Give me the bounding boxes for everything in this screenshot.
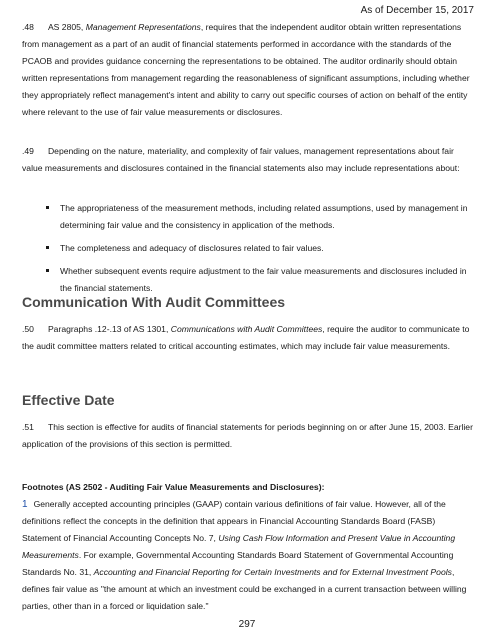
paragraph-number: .50	[22, 324, 34, 334]
paragraph-49: .49 Depending on the nature, materiality, and complexity of fair values, management representations about fair value measurements and disclosures contained in the financial statements also may include representations about:	[22, 146, 460, 173]
bullet-icon	[46, 269, 49, 272]
paragraph-number: .48	[22, 22, 34, 32]
list-item: Whether subsequent events require adjustment to the fair value measurements and disclosures included in the financial statements.	[22, 263, 476, 297]
representations-list	[22, 200, 476, 303]
paragraph-51: .51 This section is effective for audits of financial statements for periods beginning on or after June 15, 2003. Earlier application of the provisions of this section is permitted.	[22, 422, 473, 449]
footnotes-title: Footnotes (AS 2502 - Auditing Fair Value Measurements and Disclosures):	[22, 482, 325, 492]
paragraph-50: .50 Paragraphs .12-.13 of AS 1301, Communications with Audit Committees, require the auditor to communicate to the audit committee matters related to critical accounting estimates, which may include fair value measurements.	[22, 324, 470, 351]
bullet-icon	[46, 246, 49, 249]
paragraph-number: .51	[22, 422, 34, 432]
paragraph-number: .49	[22, 146, 34, 156]
list-item: The appropriateness of the measurement methods, including related assumptions, used by management in determining fair value and the consistency in application of the methods.	[22, 200, 476, 234]
section-heading: Effective Date	[22, 392, 115, 408]
footnote-1: 1 Generally accepted accounting principles (GAAP) contain various definitions of fair value. However, all of the definitions reflect the concepts in the definition that appears in Financial Accounting Standards Board (FASB) Statement of Financial Accounting Concepts No. 7, Using Cash Flow Information and Present Value in Accounting Measurements. For example, Governmental Accounting Standards Board Statement of Governmental Accounting Standards No. 31, Accounting and Financial Reporting for Certain Investments and for External Investment Pools, defines fair value as "the amount at which an investment could be exchanged in a current transaction between willing parties, other than in a forced or liquidation sale."	[22, 499, 467, 611]
page-number: 297	[238, 619, 256, 630]
section-heading: Communication With Audit Committees	[22, 294, 286, 310]
bullet-icon	[46, 206, 49, 209]
paragraph-48: .48 AS 2805, Management Representations, requires that the independent auditor obtain written representations from management as a part of an audit of financial statements performed in accordance with the standards of the PCAOB and provides guidance concerning the representations to be obtained. The auditor ordinarily should obtain written representations from management regarding the reasonableness of significant assumptions, including whether they appropriately reflect management's intent and ability to carry out specific courses of action on behalf of the entity where relevant to the use of fair value measurements or disclosures.	[22, 22, 470, 117]
page-header-date: As of December 15, 2017	[360, 5, 474, 16]
footnote-number-link[interactable]: 1	[22, 499, 28, 510]
list-item: The completeness and adequacy of disclosures related to fair values.	[22, 240, 476, 257]
